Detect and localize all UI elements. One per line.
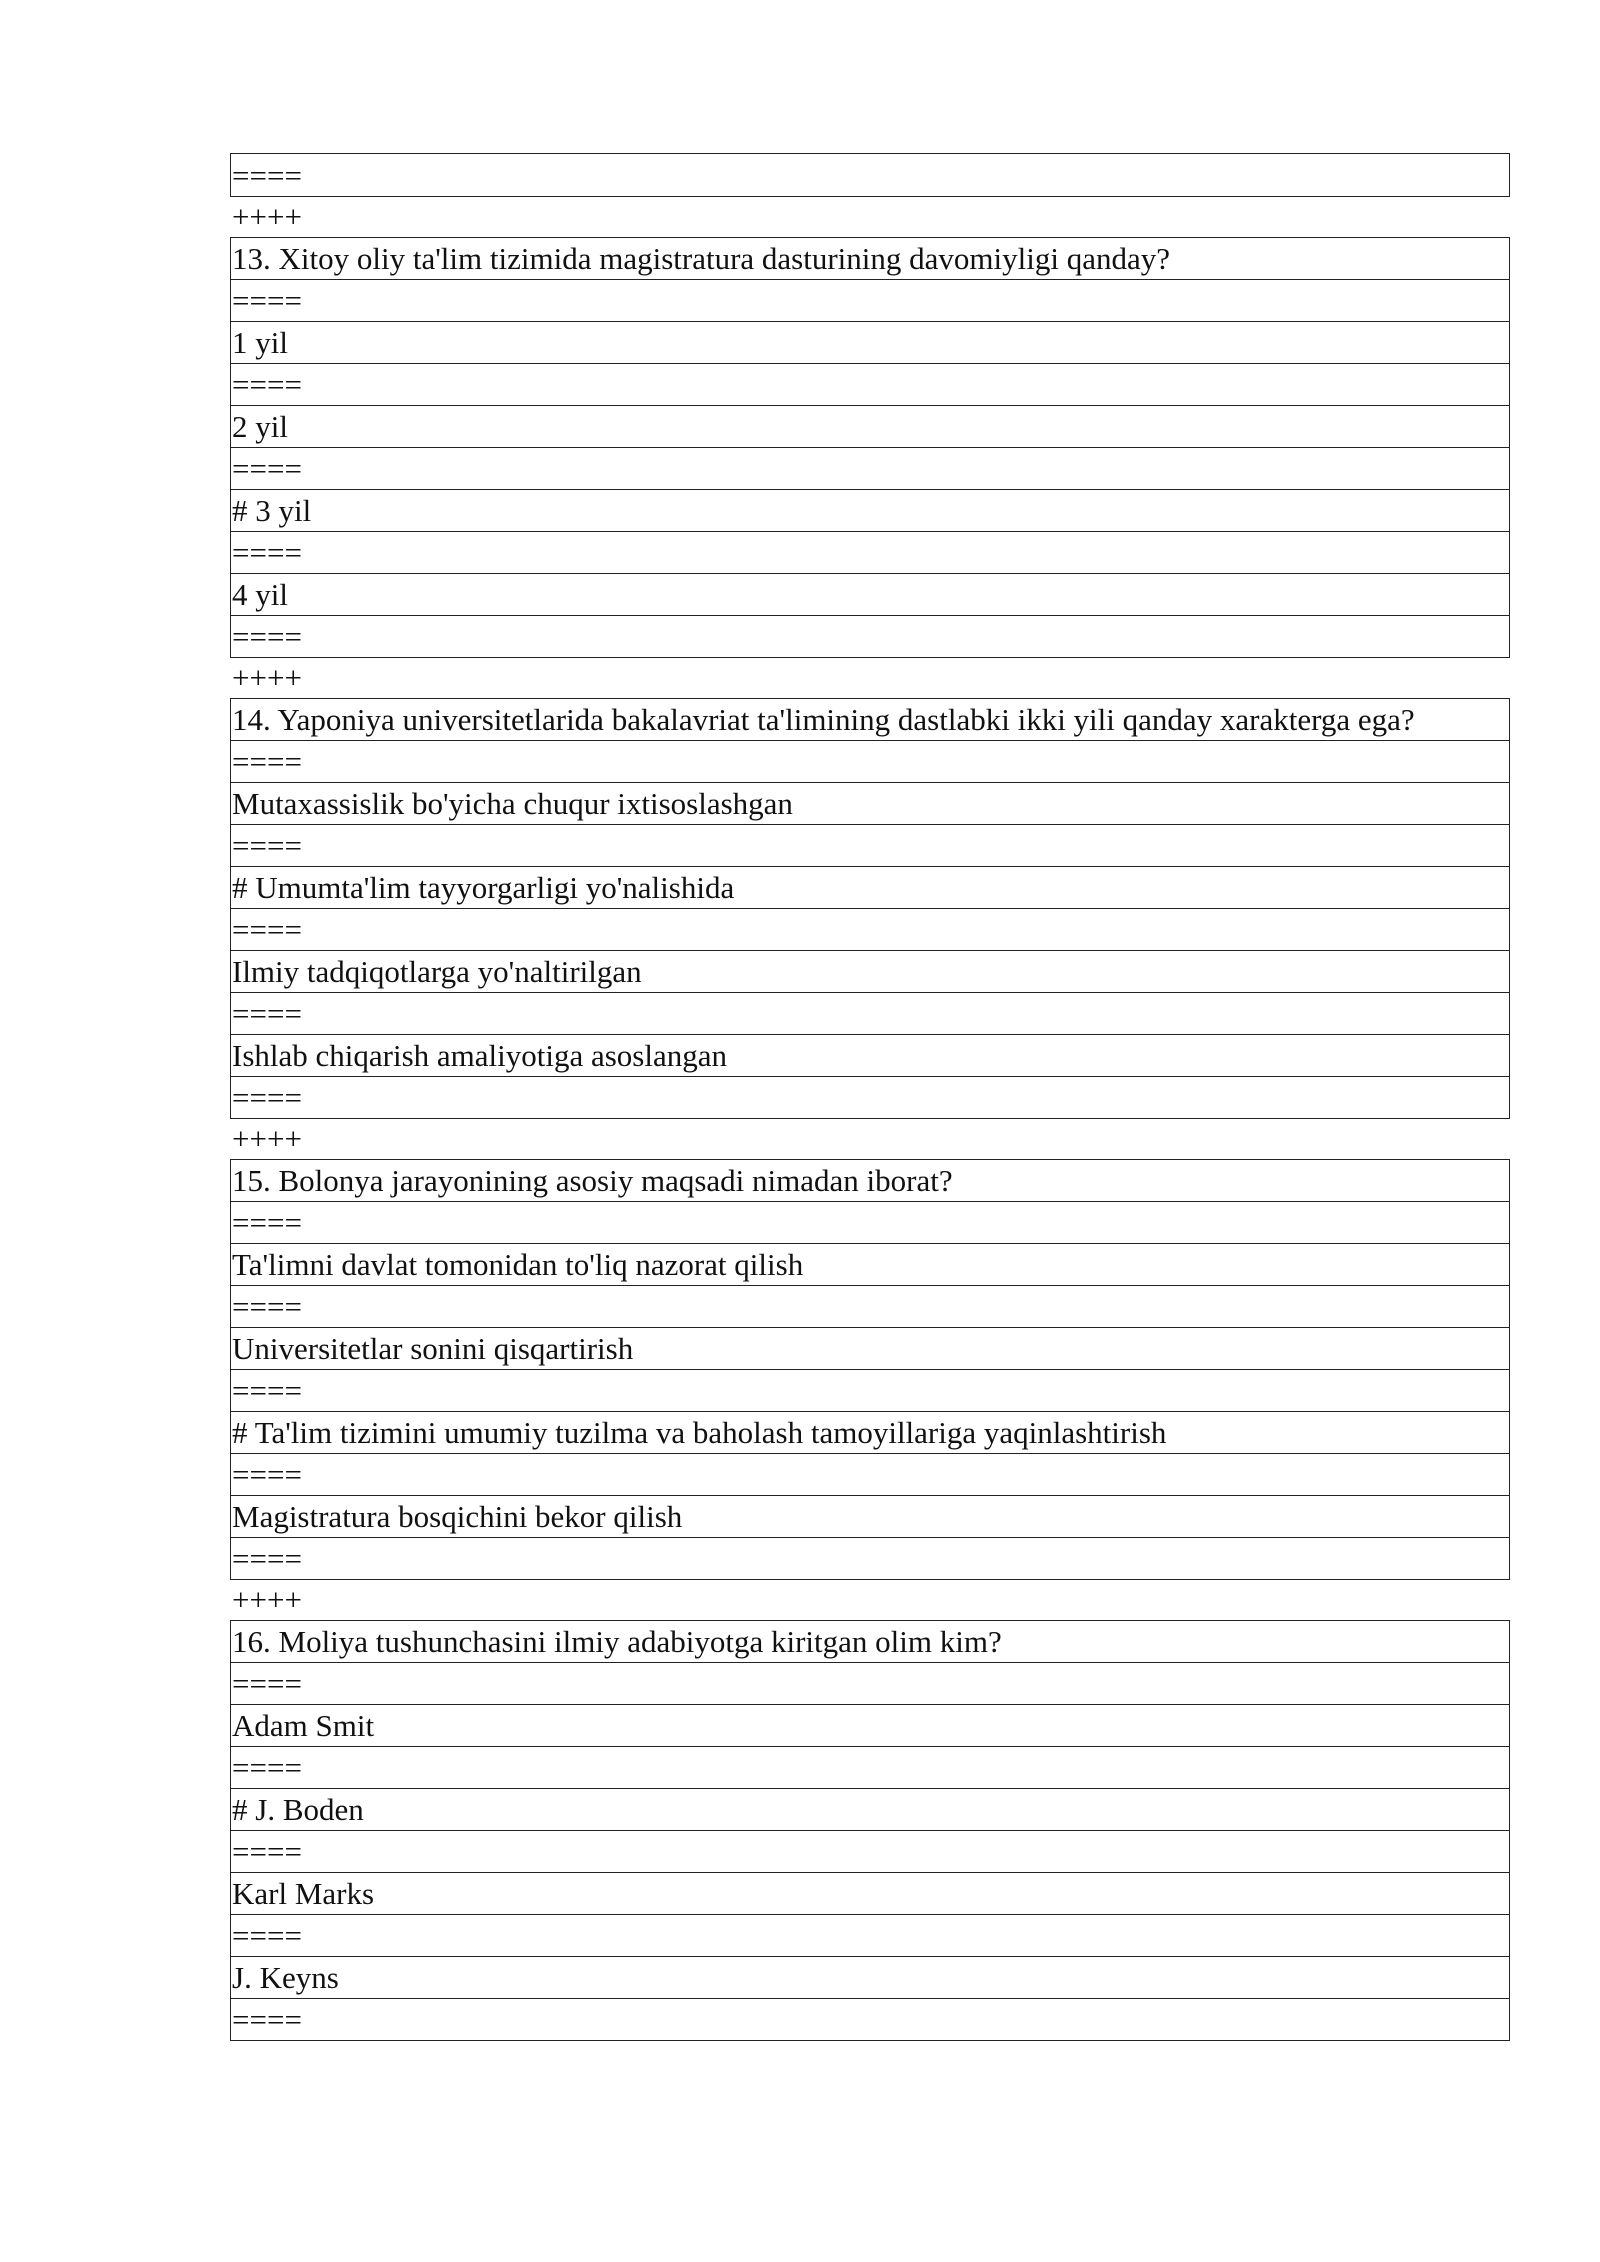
question-block	[230, 1620, 1510, 2041]
question-text: 16. Moliya tushunchasini ilmiy adabiyotga kiritgan olim kim?	[231, 1621, 1510, 1663]
delimiter-cell: ====	[231, 532, 1510, 574]
answer-option: Adam Smit	[231, 1705, 1510, 1747]
answer-option: Universitetlar sonini qisqartirish	[231, 1328, 1510, 1370]
answer-option-correct: # J. Boden	[231, 1789, 1510, 1831]
delimiter-cell: ====	[231, 364, 1510, 406]
delimiter-cell: ====	[231, 1999, 1510, 2041]
test-content	[230, 153, 1510, 2041]
block-separator: ++++	[232, 660, 302, 695]
delimiter-cell: ====	[231, 1370, 1510, 1412]
answer-option: 2 yil	[231, 406, 1510, 448]
block-separator: ++++	[232, 199, 302, 234]
answer-option-correct: # Umumta'lim tayyorgarligi yo'nalishida	[231, 867, 1510, 909]
delimiter-cell: ====	[231, 1286, 1510, 1328]
delimiter-cell: ====	[231, 1538, 1510, 1580]
delimiter-cell: ====	[231, 616, 1510, 658]
answer-option: 4 yil	[231, 574, 1510, 616]
block-separator: ++++	[232, 1121, 302, 1156]
delimiter-cell: ====	[231, 1747, 1510, 1789]
answer-option: Magistratura bosqichini bekor qilish	[231, 1496, 1510, 1538]
delimiter-cell: ====	[231, 154, 1510, 197]
question-block	[230, 1159, 1510, 1580]
question-text: 15. Bolonya jarayonining asosiy maqsadi nimadan iborat?	[231, 1160, 1510, 1202]
delimiter-cell: ====	[231, 909, 1510, 951]
answer-option: Ilmiy tadqiqotlarga yo'naltirilgan	[231, 951, 1510, 993]
delimiter-cell: ====	[231, 280, 1510, 322]
delimiter-cell: ====	[231, 1915, 1510, 1957]
delimiter-cell: ====	[231, 448, 1510, 490]
delimiter-cell: ====	[231, 825, 1510, 867]
delimiter-cell: ====	[231, 993, 1510, 1035]
leading-delimiter-table	[230, 153, 1510, 197]
question-block	[230, 698, 1510, 1119]
delimiter-cell: ====	[231, 1077, 1510, 1119]
delimiter-cell: ====	[231, 1202, 1510, 1244]
delimiter-cell: ====	[231, 1831, 1510, 1873]
answer-option: Ishlab chiqarish amaliyotiga asoslangan	[231, 1035, 1510, 1077]
question-text: 13. Xitoy oliy ta'lim tizimida magistratura dasturining davomiyligi qanday?	[231, 238, 1510, 280]
delimiter-cell: ====	[231, 1663, 1510, 1705]
answer-option: Mutaxassislik bo'yicha chuqur ixtisoslashgan	[231, 783, 1510, 825]
question-block	[230, 237, 1510, 658]
block-separator: ++++	[232, 1582, 302, 1617]
answer-option: Ta'limni davlat tomonidan to'liq nazorat qilish	[231, 1244, 1510, 1286]
question-text: 14. Yaponiya universitetlarida bakalavriat ta'limining dastlabki ikki yili qanday xarakterga ega?	[231, 699, 1510, 741]
delimiter-cell: ====	[231, 1454, 1510, 1496]
answer-option: 1 yil	[231, 322, 1510, 364]
answer-option-correct: # 3 yil	[231, 490, 1510, 532]
answer-option: Karl Marks	[231, 1873, 1510, 1915]
answer-option: J. Keyns	[231, 1957, 1510, 1999]
answer-option-correct: # Ta'lim tizimini umumiy tuzilma va baholash tamoyillariga yaqinlashtirish	[231, 1412, 1510, 1454]
delimiter-cell: ====	[231, 741, 1510, 783]
